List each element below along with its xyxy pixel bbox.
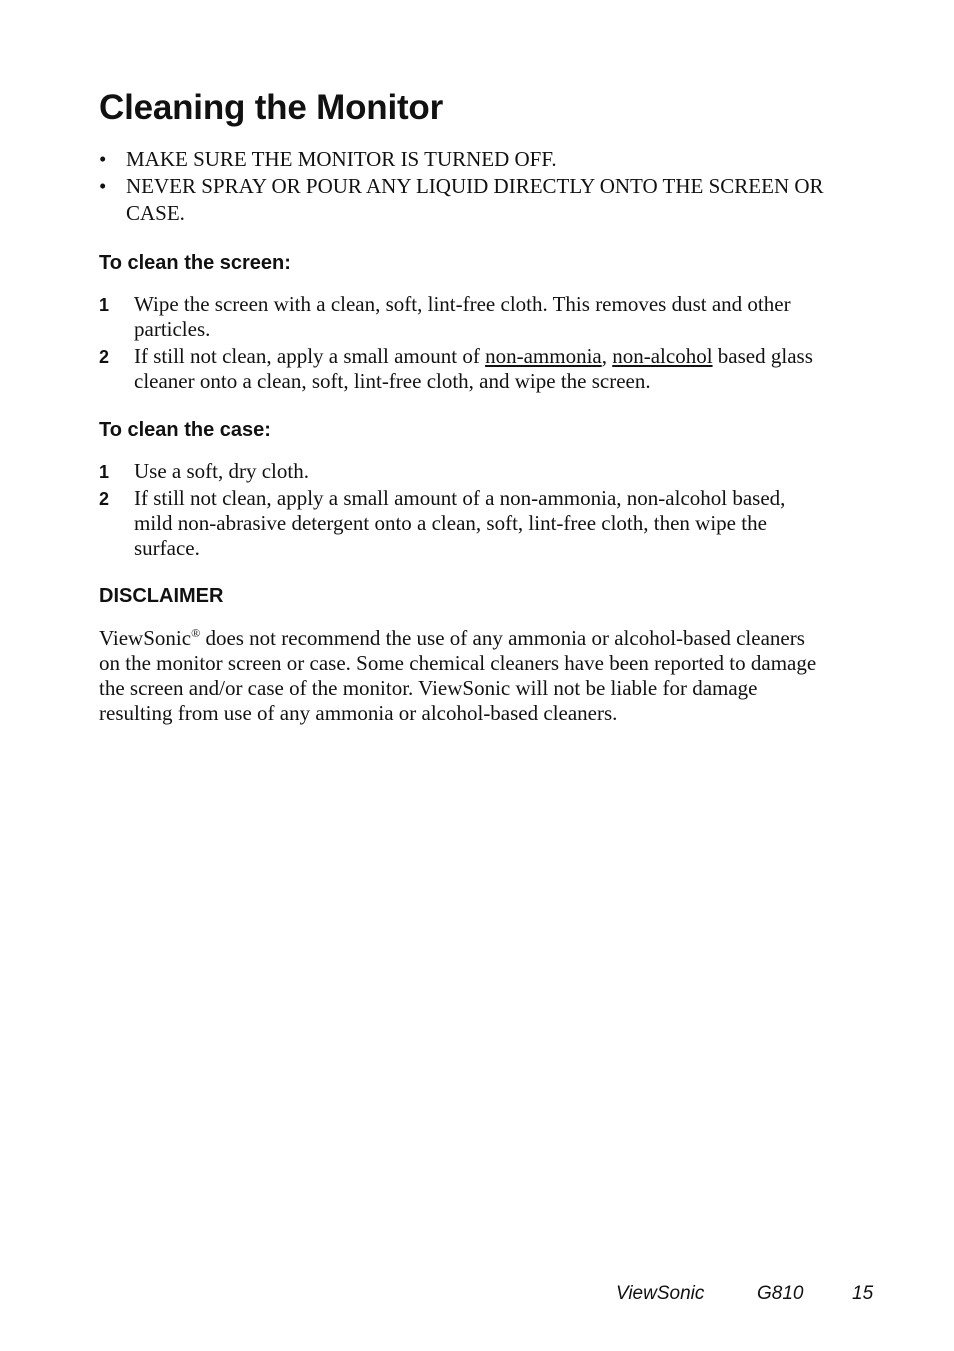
bullet-icon: • — [99, 174, 107, 198]
footer-model: G810 — [757, 1283, 804, 1304]
step-number: 1 — [99, 295, 110, 315]
warning-list — [99, 146, 829, 227]
footer-brand: ViewSonic — [616, 1283, 705, 1304]
bullet-icon: • — [99, 147, 107, 171]
step-text-before: If still not clean, apply a small amount of — [134, 344, 486, 368]
step-text: If still not clean, apply a small amount of a non-ammonia, non-alcohol based, mild non-abrasive detergent onto a clean, soft, lint-free cloth, then wipe the surface. — [134, 486, 786, 560]
term-separator: , — [601, 344, 613, 368]
case-section-heading: To clean the case: — [99, 419, 271, 441]
screen-steps — [99, 292, 829, 394]
registered-mark: ® — [191, 626, 201, 640]
step-text-after: based glass cleaner onto a clean, soft, lint-free cloth, and wipe the screen. — [134, 344, 813, 393]
screen-section-heading: To clean the screen: — [99, 252, 291, 274]
disclaimer-heading: DISCLAIMER — [99, 585, 224, 607]
warning-text: NEVER SPRAY OR POUR ANY LIQUID DIRECTLY ONTO THE SCREEN OR CASE. — [126, 174, 824, 225]
list-item — [99, 486, 829, 561]
warning-item — [99, 146, 829, 173]
step-number: 1 — [99, 462, 110, 482]
step-text: Wipe the screen with a clean, soft, lint-free cloth. This removes dust and other particles. — [134, 292, 791, 341]
page-title: Cleaning the Monitor — [99, 88, 444, 127]
disclaimer-body: does not recommend the use of any ammonia or alcohol-based cleaners on the monitor screen or case. Some chemical cleaners have been reported to damage the screen and/or case of the monitor. ViewSonic will not be liable for damage resulting from use of any ammonia or alcohol-based cleaners. — [99, 626, 817, 725]
step-text: Use a soft, dry cloth. — [134, 459, 309, 483]
disclaimer-text — [99, 626, 829, 726]
page-number: 15 — [852, 1283, 874, 1304]
warning-text: MAKE SURE THE MONITOR IS TURNED OFF. — [126, 147, 557, 171]
underlined-term-non-ammonia: non-ammonia — [485, 344, 602, 368]
page-content — [99, 86, 829, 726]
disclaimer-brand: ViewSonic — [99, 626, 192, 650]
list-item — [99, 344, 829, 394]
warning-item — [99, 173, 829, 227]
case-steps — [99, 459, 829, 561]
list-item — [99, 292, 829, 342]
underlined-term-non-alcohol: non-alcohol — [612, 344, 713, 368]
step-number: 2 — [99, 347, 110, 367]
step-number: 2 — [99, 489, 110, 509]
list-item — [99, 459, 829, 484]
